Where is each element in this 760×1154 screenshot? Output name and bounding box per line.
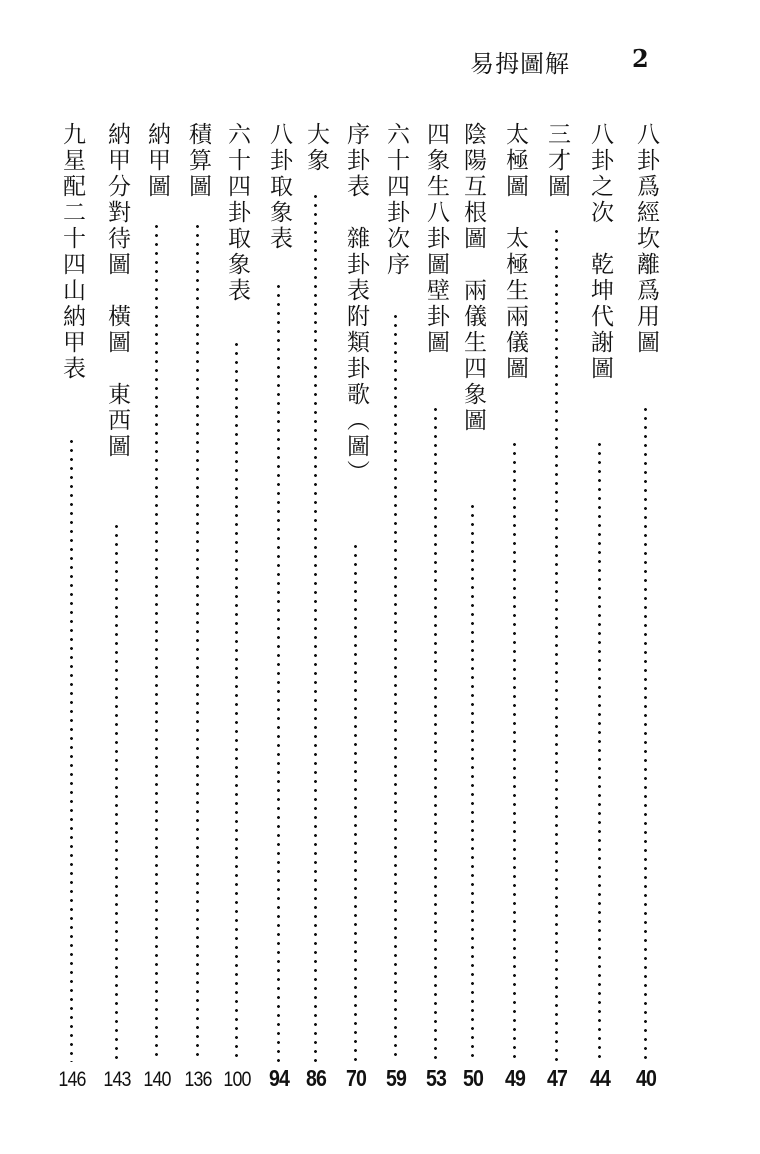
toc-entry [580,122,620,1092]
dot-leader [513,440,516,1062]
toc-entry-title: 八卦之次 乾坤代謝圖 [587,122,613,382]
dot-leader [598,440,601,1062]
dot-leader [235,340,238,1062]
toc-entry-title: 八卦取象表 [266,122,292,252]
toc-entry [296,122,336,1092]
toc-entry-page: 94 [268,1065,290,1091]
toc-entry [416,122,456,1092]
page-header [0,42,760,82]
page-number: 2 [632,44,649,73]
toc-entry [336,122,376,1092]
toc-entry-page: 59 [385,1065,407,1091]
running-title: 易拇圖解 [470,50,570,78]
toc-entry-title: 納甲分對待圖 橫圖 東西圖 [104,122,130,460]
dot-leader [115,522,118,1062]
dot-leader [277,282,280,1062]
dot-leader [155,222,158,1062]
toc-entry-page: 49 [504,1065,526,1091]
dot-leader [314,192,317,1062]
dot-leader [394,312,397,1062]
toc-entry-title: 積算圖 [185,122,211,200]
dot-leader [70,437,73,1062]
toc-entry-page: 136 [184,1068,212,1091]
toc-entry [259,122,299,1092]
toc-entry-title: 序卦表 雜卦表附類卦歌︵圖︶ [343,122,369,486]
toc-entry-title: 納甲圖 [144,122,170,200]
toc-entry-page: 50 [462,1065,484,1091]
toc-entry [137,122,177,1092]
toc-entry-title: 六十四卦取象表 [224,122,250,304]
toc-entry-title: 四象生八卦圖壁卦圖 [423,122,449,356]
toc-entry-title: 八卦爲經坎離爲用圖 [633,122,659,356]
toc-entry-title: 六十四卦次序 [383,122,409,278]
toc-entry-page: 146 [58,1068,86,1091]
toc-entry [178,122,218,1092]
toc-entry-page: 143 [103,1068,131,1091]
toc-entry-page: 140 [143,1068,171,1091]
toc-entry-title: 九星配二十四山納甲表 [59,122,85,382]
toc-entry [453,122,493,1092]
toc-entry-title: 三才圖 [544,122,570,200]
toc-entry-page: 40 [635,1065,657,1091]
dot-leader [644,405,647,1062]
toc-entry-page: 86 [305,1065,327,1091]
toc-entry [376,122,416,1092]
toc-entry-page: 100 [223,1068,251,1091]
dot-leader [471,502,474,1062]
dot-leader [555,227,558,1062]
toc-entry [217,122,257,1092]
toc-entry-page: 53 [425,1065,447,1091]
toc-entry-title: 大象 [303,122,329,174]
toc-entry [495,122,535,1092]
dot-leader [196,222,199,1062]
dot-leader [354,542,357,1062]
table-of-contents [40,122,680,1102]
toc-entry-page: 44 [589,1065,611,1091]
toc-entry-page: 70 [345,1065,367,1091]
toc-entry [52,122,92,1092]
toc-entry-page: 47 [546,1065,568,1091]
toc-entry-title: 太極圖 太極生兩儀圖 [502,122,528,382]
toc-entry [97,122,137,1092]
dot-leader [434,405,437,1062]
toc-entry [537,122,577,1092]
toc-entry [626,122,666,1092]
toc-entry-title: 陰陽互根圖 兩儀生四象圖 [460,122,486,434]
